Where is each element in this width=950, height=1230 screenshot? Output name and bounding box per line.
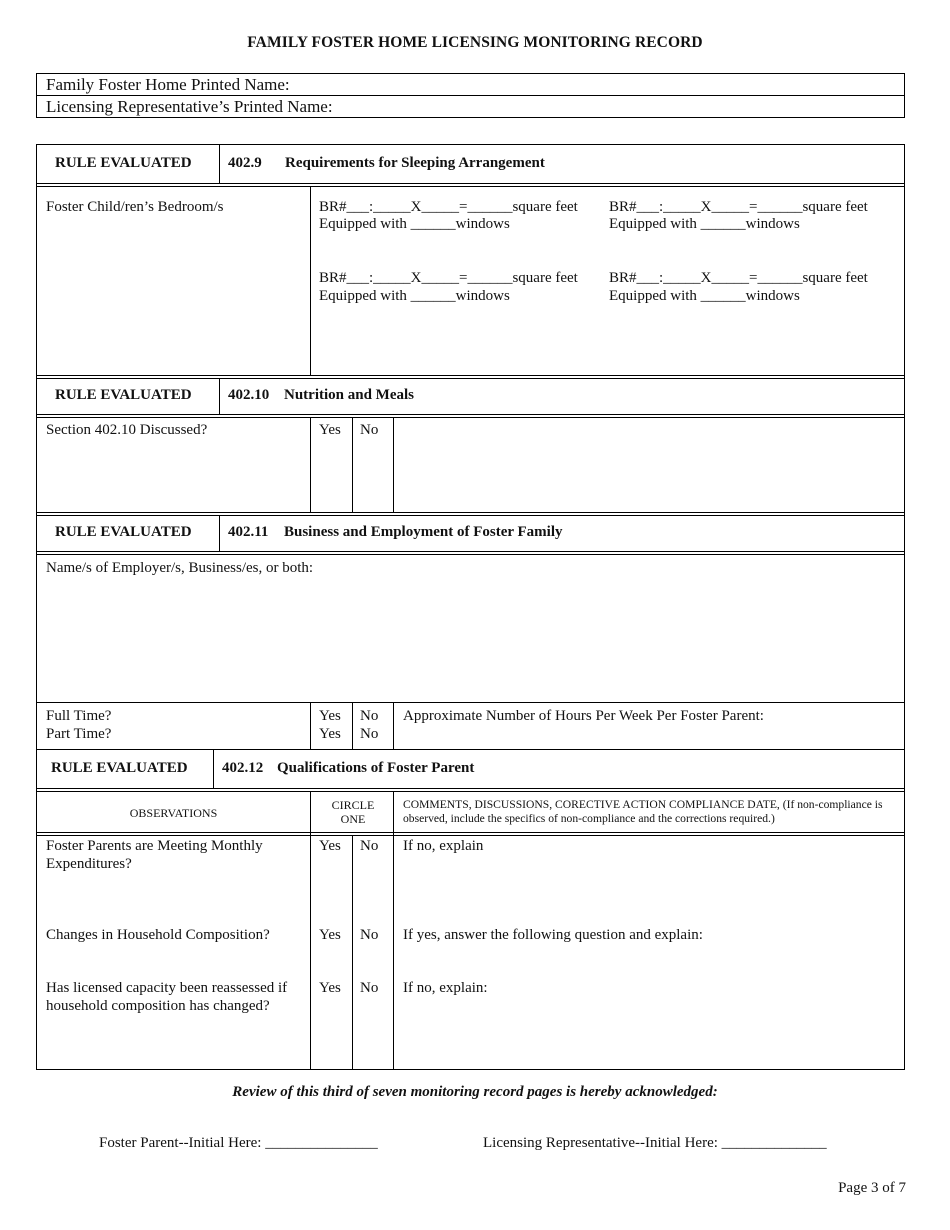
rule-title: Business and Employment of Foster Family xyxy=(284,524,563,540)
divider xyxy=(37,186,904,187)
rule-title: Qualifications of Foster Parent xyxy=(277,760,475,776)
foster-parent-initial-field[interactable]: Foster Parent--Initial Here: _______________ xyxy=(99,1135,378,1151)
rule-number: 402.10 xyxy=(228,387,270,403)
divider xyxy=(37,551,904,552)
comments-header: COMMENTS, DISCUSSIONS, CORECTIVE ACTION COMPLIANCE DATE, (If non-compliance is observed, include the specifics of non-compliance and the corrections required.) xyxy=(403,798,883,825)
divider xyxy=(352,835,353,1070)
divider xyxy=(393,417,394,512)
divider xyxy=(37,749,904,750)
observation-comment[interactable]: If yes, answer the following question and explain: xyxy=(403,927,703,943)
divider xyxy=(37,788,904,789)
observations-header: OBSERVATIONS xyxy=(129,806,218,820)
monitoring-form xyxy=(36,144,905,1070)
rule-number: 402.9 xyxy=(228,155,262,171)
divider xyxy=(219,378,220,415)
hours-label: Approximate Number of Hours Per Week Per Foster Parent: xyxy=(403,708,764,724)
yes-option[interactable]: Yes xyxy=(319,422,341,438)
observation-comment[interactable]: If no, explain xyxy=(403,838,484,854)
no-option[interactable]: No xyxy=(360,980,379,996)
divider xyxy=(310,186,311,376)
rule-number: 402.12 xyxy=(222,760,264,776)
rule-evaluated-label: RULE EVALUATED xyxy=(55,387,192,403)
circle-one-header: CIRCLE ONE xyxy=(331,798,375,826)
bedroom-dimensions[interactable]: BR#___:_____X_____=______square feet xyxy=(609,270,868,286)
no-option[interactable]: No xyxy=(360,927,379,943)
bedroom-dimensions[interactable]: BR#___:_____X_____=______square feet xyxy=(609,199,868,215)
divider xyxy=(37,512,904,513)
divider xyxy=(310,417,311,512)
rule-title: Nutrition and Meals xyxy=(284,387,415,403)
divider xyxy=(219,515,220,551)
divider xyxy=(393,702,394,749)
bedroom-windows[interactable]: Equipped with ______windows xyxy=(319,288,510,304)
divider xyxy=(310,702,311,749)
bedroom-windows[interactable]: Equipped with ______windows xyxy=(609,216,800,232)
no-option[interactable]: No xyxy=(360,708,379,724)
observation-question: Foster Parents are Meeting Monthly Expenditures? xyxy=(46,838,263,872)
discussed-question: Section 402.10 Discussed? xyxy=(46,422,208,438)
rule-number: 402.11 xyxy=(228,524,269,540)
rule-title: Requirements for Sleeping Arrangement xyxy=(285,155,545,171)
divider xyxy=(213,749,214,788)
divider xyxy=(352,417,353,512)
bedroom-dimensions[interactable]: BR#___:_____X_____=______square feet xyxy=(319,270,578,286)
full-time-question: Full Time? xyxy=(46,708,112,724)
observation-comment[interactable]: If no, explain: xyxy=(403,980,488,996)
page-title: FAMILY FOSTER HOME LICENSING MONITORING RECORD xyxy=(247,34,703,51)
divider xyxy=(37,378,904,379)
divider xyxy=(37,515,904,516)
part-time-question: Part Time? xyxy=(46,726,112,742)
rule-evaluated-label: RULE EVALUATED xyxy=(55,524,192,540)
bedroom-dimensions[interactable]: BR#___:_____X_____=______square feet xyxy=(319,199,578,215)
licensing-rep-initial-field[interactable]: Licensing Representative--Initial Here: ______________ xyxy=(483,1135,827,1151)
acknowledgement-text: Review of this third of seven monitoring record pages is hereby acknowledged: xyxy=(232,1084,718,1100)
yes-option[interactable]: Yes xyxy=(319,927,341,943)
employer-label: Name/s of Employer/s, Business/es, or both: xyxy=(46,560,314,576)
yes-option[interactable]: Yes xyxy=(319,838,341,854)
divider xyxy=(37,417,904,418)
divider xyxy=(37,702,904,703)
divider xyxy=(37,414,904,415)
no-option[interactable]: No xyxy=(360,422,379,438)
bedroom-windows[interactable]: Equipped with ______windows xyxy=(319,216,510,232)
divider xyxy=(37,554,904,555)
no-option[interactable]: No xyxy=(360,838,379,854)
rule-evaluated-label: RULE EVALUATED xyxy=(51,760,188,776)
divider xyxy=(37,832,904,833)
divider xyxy=(37,183,904,184)
page-number: Page 3 of 7 xyxy=(838,1180,906,1196)
yes-option[interactable]: Yes xyxy=(319,980,341,996)
divider xyxy=(352,702,353,749)
divider xyxy=(37,375,904,376)
yes-option[interactable]: Yes xyxy=(319,708,341,724)
divider xyxy=(219,145,220,183)
bedroom-windows[interactable]: Equipped with ______windows xyxy=(609,288,800,304)
name-box xyxy=(36,73,905,118)
foster-home-name-field[interactable]: Family Foster Home Printed Name: xyxy=(37,74,904,96)
bedroom-label: Foster Child/ren’s Bedroom/s xyxy=(46,199,224,215)
yes-option[interactable]: Yes xyxy=(319,726,341,742)
no-option[interactable]: No xyxy=(360,726,379,742)
licensing-rep-name-field[interactable]: Licensing Representative’s Printed Name: xyxy=(46,97,333,116)
divider xyxy=(37,835,904,836)
divider xyxy=(37,791,904,792)
observation-question: Changes in Household Composition? xyxy=(46,927,270,943)
observation-question: Has licensed capacity been reassessed if household composition has changed? xyxy=(46,980,288,1014)
rule-evaluated-label: RULE EVALUATED xyxy=(55,155,192,171)
